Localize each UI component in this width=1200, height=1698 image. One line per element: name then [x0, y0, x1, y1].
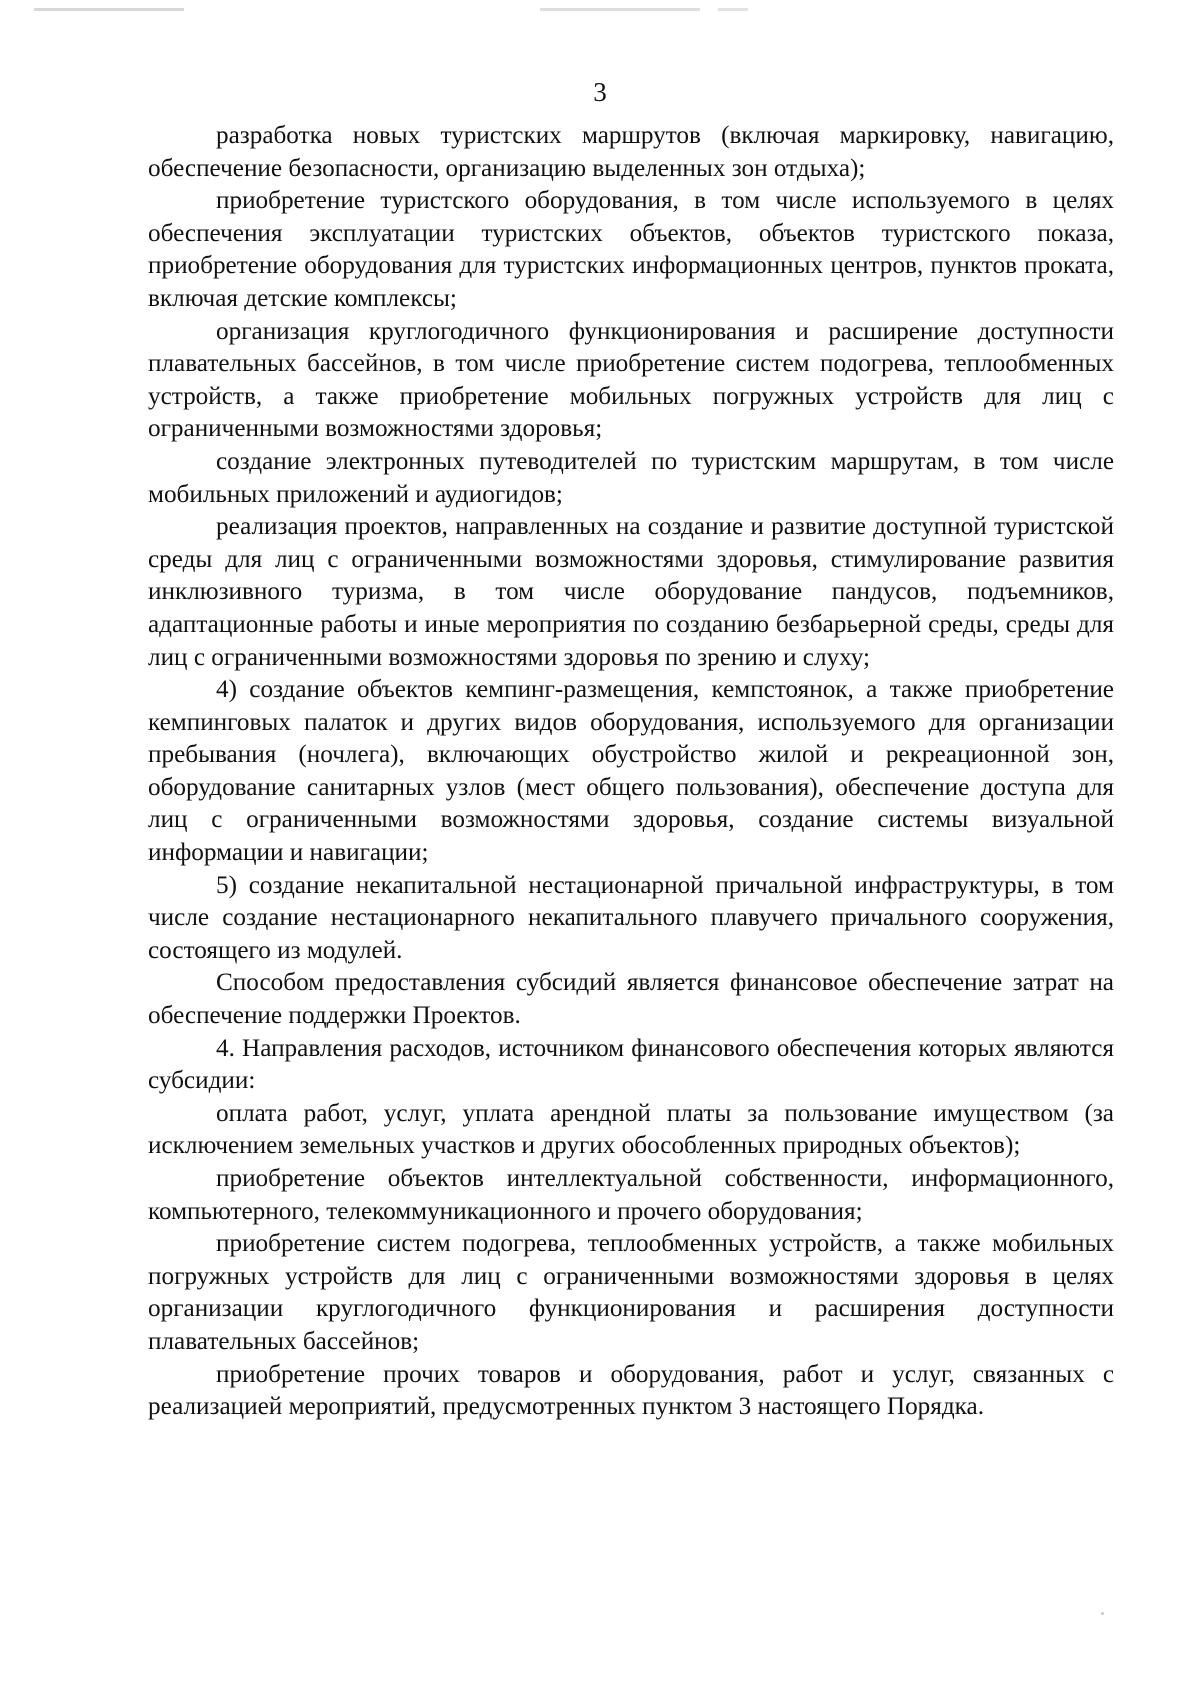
paragraph: приобретение прочих товаров и оборудования, работ и услуг, связанных с реализацией мероприятий, предусмотренных пунктом 3 настоящего Порядка.	[148, 1360, 1114, 1421]
page-number: 3	[593, 77, 607, 107]
paragraph: реализация проектов, направленных на создание и развитие доступной туристской среды для лиц с ограниченными возможностями здоровья, стимулирование развития инклюзивного туризма, в том числе оборудование пандусов, подъемников, адаптационные работы и иные мероприятия по созданию безбарьерной среды, среды для лиц с ограниченными возможностями здоровья по зрению и слуху;	[148, 513, 1114, 671]
paragraph: Способом предоставления субсидий является финансовое обеспечение затрат на обеспечение поддержки Проектов.	[148, 969, 1114, 1030]
paragraph: приобретение объектов интеллектуальной собственности, информационного, компьютерного, телекоммуникационного и прочего оборудования;	[148, 1165, 1114, 1225]
paragraph: оплата работ, услуг, уплата арендной платы за пользование имуществом (за исключением земельных участков и других обособленных природных объектов);	[148, 1099, 1114, 1160]
document-body	[148, 120, 1114, 1424]
scan-artifact	[718, 8, 748, 11]
paragraph: приобретение туристского оборудования, в том числе используемого в целях обеспечения эксплуатации туристских объектов, объектов туристского показа, приобретение оборудования для туристских информационных центров, пунктов проката, включая детские комплексы;	[148, 187, 1114, 312]
scan-artifact	[34, 8, 184, 11]
scan-artifact	[540, 8, 700, 11]
paragraph: организация круглогодичного функционирования и расширение доступности плавательных бассейнов, в том числе приобретение систем подогрева, теплообменных устройств, а также приобретение мобильных погружных устройств для лиц с ограниченными возможностями здоровья;	[148, 317, 1114, 443]
paragraph: 4. Направления расходов, источником финансового обеспечения которых являются субсидии:	[148, 1034, 1114, 1095]
paragraph: создание электронных путеводителей по туристским маршрутам, в том числе мобильных приложений и аудиогидов;	[148, 447, 1114, 508]
scan-artifact	[1101, 1612, 1104, 1615]
paragraph: 5) создание некапитальной нестационарной причальной инфраструктуры, в том числе создание нестационарного некапитального плавучего причального сооружения, состоящего из модулей.	[148, 871, 1114, 964]
paragraph: приобретение систем подогрева, теплообменных устройств, а также мобильных погружных устройств для лиц с ограниченными возможностями здоровья в целях организации круглогодичного функционирования и расширения доступности плавательных бассейнов;	[148, 1230, 1114, 1355]
paragraph: 4) создание объектов кемпинг-размещения, кемпстоянок, а также приобретение кемпинговых палаток и других видов оборудования, используемого для организации пребывания (ночлега), включающих обустройство жилой и рекреационной зон, оборудование санитарных узлов (мест общего пользования), обеспечение доступа для лиц с ограниченными возможностями здоровья, создание системы визуальной информации и навигации;	[148, 676, 1114, 867]
paragraph: разработка новых туристских маршрутов (включая маркировку, навигацию, обеспечение безопасности, организацию выделенных зон отдыха);	[148, 122, 1114, 182]
